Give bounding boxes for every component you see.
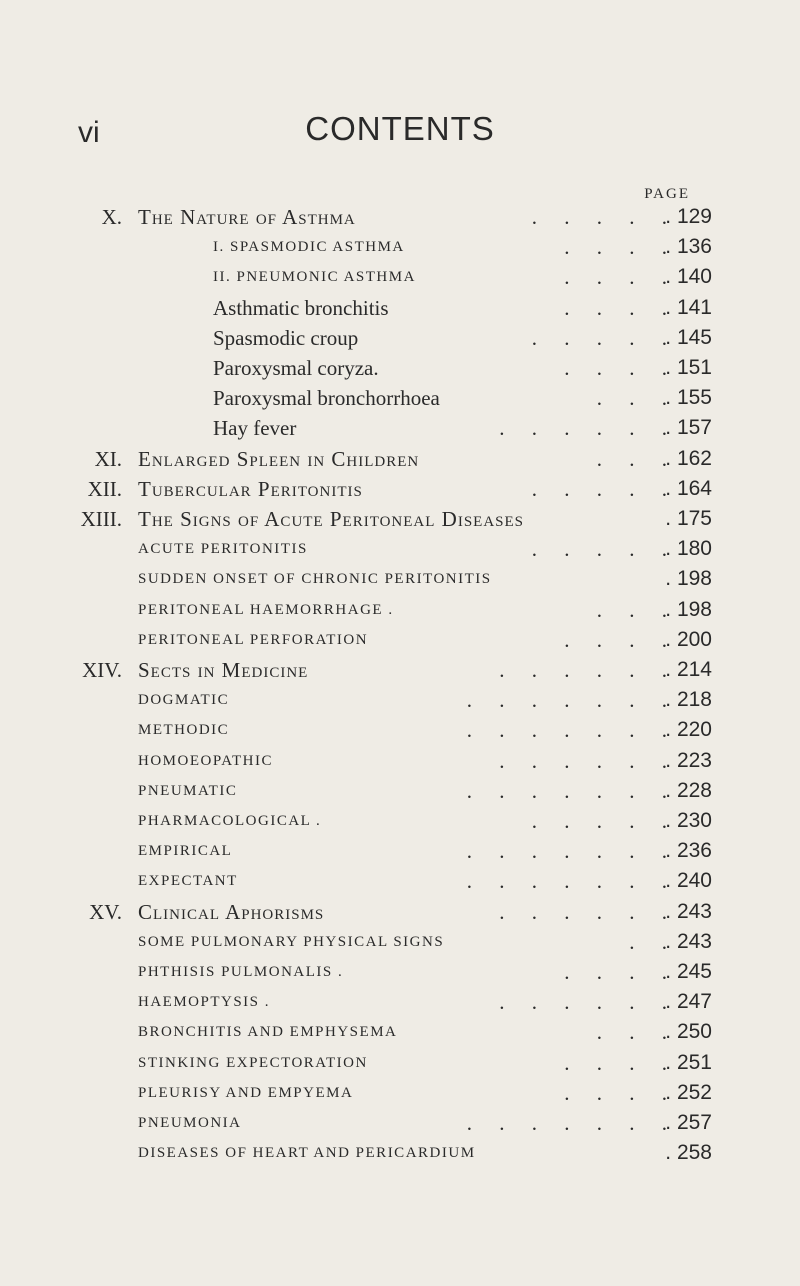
page-ref: . 251	[665, 1050, 712, 1074]
leader-dots: . . . . .	[531, 476, 678, 501]
entry-title: The Signs of Acute Peritoneal Diseases	[138, 507, 524, 531]
leader-dots: . . . . . . .	[466, 839, 678, 864]
leader-dots: . . . .	[564, 235, 678, 260]
page-ref: . 243	[665, 929, 712, 953]
entry-title: PERITONEAL PERFORATION	[138, 631, 369, 648]
entry-title: SUDDEN ONSET OF CHRONIC PERITONITIS	[138, 571, 492, 588]
chapter-number: XV.	[89, 899, 122, 924]
leader-dots: . . .	[596, 1020, 678, 1045]
page-ref: . 247	[665, 990, 712, 1014]
leader-dots: . . . . . .	[499, 899, 678, 924]
chapter-number: X.	[101, 205, 122, 229]
toc-entry	[0, 205, 800, 235]
chapter-number: XIV.	[82, 658, 122, 682]
page-ref: . 230	[665, 809, 712, 832]
entry-title: I. SPASMODIC ASTHMA	[213, 239, 405, 256]
toc-entry	[0, 1081, 800, 1111]
leader-dots: . . .	[596, 597, 678, 622]
toc-entry	[0, 356, 800, 386]
page-ref: . 252	[665, 1080, 712, 1104]
page-ref: . 145	[665, 325, 712, 349]
entry-title: PNEUMATIC	[138, 782, 238, 799]
entry-title: Paroxysmal coryza.	[213, 356, 379, 380]
toc-entry	[0, 265, 800, 295]
leader-dots: . . . . .	[531, 205, 678, 229]
page-ref: . 198	[665, 597, 712, 621]
page-ref: . 214	[665, 658, 712, 681]
entry-title: Tubercular Peritonitis	[138, 476, 363, 501]
toc-entry	[0, 688, 800, 718]
toc-entry	[0, 930, 800, 960]
entry-title: Sects in Medicine	[138, 658, 309, 682]
leader-dots: . . . . .	[531, 537, 678, 562]
leader-dots: . . . . . . .	[466, 688, 678, 713]
toc-entry	[0, 326, 800, 356]
leader-dots: . . . .	[564, 1050, 678, 1075]
page-ref: . 258	[665, 1141, 712, 1165]
page-ref: . 141	[665, 295, 712, 319]
toc-entry	[0, 1141, 800, 1171]
leader-dots: . . .	[596, 386, 678, 411]
entry-title: PHTHISIS PULMONALIS .	[138, 964, 344, 980]
toc-entry	[0, 900, 800, 930]
toc-entry	[0, 537, 800, 567]
leader-dots: . . . .	[564, 265, 678, 290]
toc-entry	[0, 477, 800, 507]
page-ref: . 250	[665, 1020, 712, 1044]
toc-entry	[0, 718, 800, 748]
entry-title: Paroxysmal bronchorrhoea	[213, 386, 440, 411]
page-ref: . 151	[665, 356, 712, 379]
toc-entry	[0, 1051, 800, 1081]
page-ref: . 243	[665, 899, 712, 923]
leader-dots: . .	[629, 929, 678, 954]
entry-title: Asthmatic bronchitis	[213, 295, 389, 320]
toc-entry	[0, 235, 800, 265]
entry-title: SOME PULMONARY PHYSICAL SIGNS	[138, 933, 445, 950]
page-column-label: PAGE	[644, 186, 690, 202]
leader-dots: . . . . . . .	[466, 1111, 678, 1135]
toc-entry	[0, 447, 800, 477]
page-title: CONTENTS	[305, 110, 495, 147]
entry-title: Clinical Aphorisms	[138, 899, 325, 924]
leader-dots: . . . .	[564, 627, 678, 652]
toc-entry	[0, 809, 800, 839]
toc-entry	[0, 658, 800, 688]
page-ref: . 218	[665, 688, 712, 712]
page-ref: . 240	[665, 869, 712, 893]
entry-title: METHODIC	[138, 722, 230, 739]
entry-title: EXPECTANT	[138, 873, 238, 890]
toc-entry	[0, 779, 800, 809]
leader-dots: . . . . .	[531, 809, 678, 833]
page-ref: . 220	[665, 718, 712, 742]
toc-entry	[0, 507, 800, 537]
chapter-number: XII.	[87, 476, 122, 501]
leader-dots: . . . . . . .	[466, 778, 678, 803]
entry-title: STINKING EXPECTORATION	[138, 1054, 368, 1071]
page-ref: . 140	[665, 265, 712, 289]
toc-entry	[0, 960, 800, 990]
page-ref: . 129	[665, 205, 712, 228]
entry-title: PLEURISY AND EMPYEMA	[138, 1084, 354, 1101]
toc-entry	[0, 386, 800, 416]
page-ref: . 164	[665, 476, 712, 500]
chapter-number: XI.	[94, 446, 122, 471]
entry-title: Spasmodic croup	[213, 325, 359, 350]
entry-title: PERITONEAL HAEMORRHAGE .	[138, 601, 394, 618]
leader-dots: . . . .	[564, 960, 678, 984]
entry-title: II. PNEUMONIC ASTHMA	[213, 269, 416, 286]
toc-entry	[0, 1020, 800, 1050]
entry-title: BRONCHITIS AND EMPHYSEMA	[138, 1024, 398, 1041]
toc-entry	[0, 628, 800, 658]
entry-title: HOMOEOPATHIC	[138, 752, 273, 769]
leader-dots: . . . .	[564, 356, 678, 380]
leader-dots: . . . . . .	[499, 658, 678, 682]
toc-entry	[0, 598, 800, 628]
entry-title: PNEUMONIA	[138, 1115, 242, 1131]
page-ref: . 223	[665, 748, 712, 772]
leader-dots: . . . . . .	[499, 416, 678, 441]
toc-entry	[0, 296, 800, 326]
page-ref: . 155	[665, 386, 712, 410]
toc-entry	[0, 749, 800, 779]
leader-dots: . . . .	[564, 1080, 678, 1105]
toc-entry	[0, 839, 800, 869]
page-ref: . 162	[665, 446, 712, 470]
page-ref: . 157	[665, 416, 712, 440]
page-ref: . 257	[665, 1111, 712, 1134]
leader-dots: . . . . .	[531, 325, 678, 350]
entry-title: Hay fever	[213, 416, 297, 441]
toc-entry	[0, 567, 800, 597]
entry-title: HAEMOPTYSIS .	[138, 994, 271, 1011]
leader-dots: . . . . . .	[499, 990, 678, 1015]
leader-dots: . . . .	[564, 295, 678, 320]
page-ref: . 228	[665, 778, 712, 802]
page-ref: . 245	[665, 960, 712, 983]
leader-dots: . . . . . .	[499, 748, 678, 773]
page-ref: . 200	[665, 627, 712, 651]
leader-dots: . . . . . . .	[466, 869, 678, 894]
page-ref: . 180	[665, 537, 712, 561]
entry-title: The Nature of Asthma	[138, 205, 356, 229]
page-ref: . 236	[665, 839, 712, 863]
entry-title: EMPIRICAL	[138, 843, 233, 860]
entry-title: Enlarged Spleen in Children	[138, 446, 420, 471]
entry-title: DISEASES OF HEART AND PERICARDIUM	[138, 1145, 476, 1162]
page-ref: . 198	[665, 567, 712, 591]
leader-dots: . . .	[596, 446, 678, 471]
chapter-number: XIII.	[80, 507, 122, 531]
entry-title: PHARMACOLOGICAL .	[138, 813, 322, 829]
toc-entry	[0, 869, 800, 899]
entry-title: DOGMATIC	[138, 692, 230, 709]
page-ref: . 175	[665, 507, 712, 530]
toc-entry	[0, 990, 800, 1020]
page-ref: . 136	[665, 235, 712, 259]
leader-dots: . . . . . . .	[466, 718, 678, 743]
entry-title: ACUTE PERITONITIS	[138, 541, 308, 558]
toc-entry	[0, 1111, 800, 1141]
page-number: vi	[78, 116, 100, 149]
toc-entry	[0, 416, 800, 446]
